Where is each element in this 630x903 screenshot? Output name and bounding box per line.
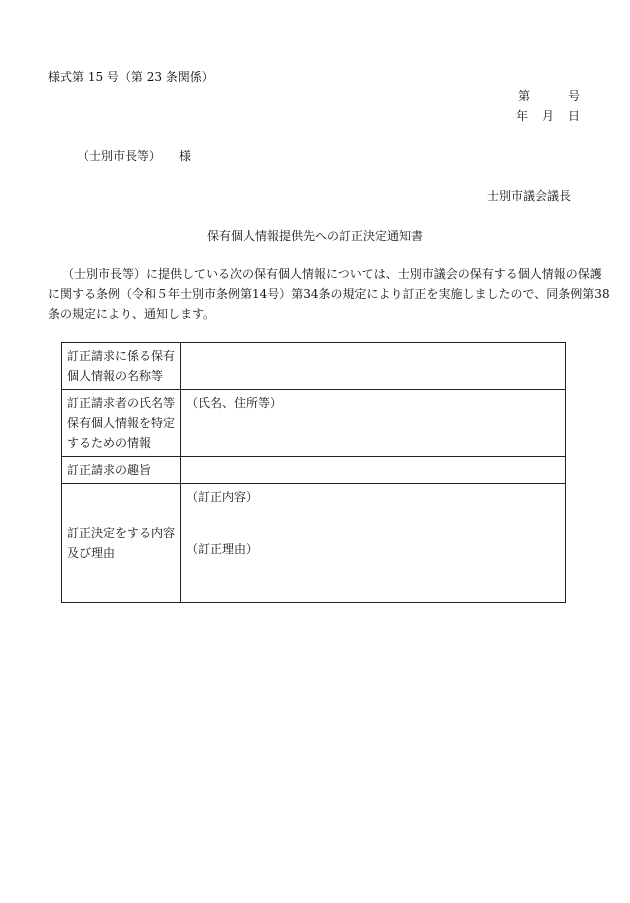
sender: 士別市議会議長 bbox=[486, 189, 571, 203]
table-row bbox=[62, 390, 566, 457]
recipient-name: （士別市長等） bbox=[77, 149, 162, 163]
request-purpose-field[interactable] bbox=[181, 457, 566, 484]
body-line-1: （士別市長等）に提供している次の保有個人情報については、士別市議会の保有する個人情報の保護 bbox=[62, 267, 602, 281]
row-label-request-purpose: 訂正請求の趣旨 bbox=[62, 457, 181, 484]
recipient bbox=[77, 147, 191, 164]
row-label-record-name: 訂正請求に係る保有 個人情報の名称等 bbox=[62, 343, 181, 390]
document-number bbox=[518, 87, 580, 104]
notification-form-table bbox=[61, 342, 566, 603]
date-year: 年 bbox=[515, 109, 528, 123]
row-label-decision-content: 訂正決定をする内容 及び理由 bbox=[62, 484, 181, 603]
document-title: 保有個人情報提供先への訂正決定通知書 bbox=[206, 229, 423, 243]
table-row bbox=[62, 343, 566, 390]
requester-info-hint: （氏名、住所等） bbox=[186, 396, 283, 410]
date-day: 日 bbox=[567, 109, 580, 123]
recipient-honorific: 様 bbox=[179, 149, 192, 163]
decision-content-field[interactable] bbox=[181, 484, 566, 603]
document-number-prefix: 第 bbox=[517, 89, 530, 103]
body-line-2: に関する条例（令和５年士別市条例第14号）第34条の規定により訂正を実施しましたので、同条例第38 bbox=[48, 287, 610, 301]
record-name-field[interactable] bbox=[181, 343, 566, 390]
body-paragraph bbox=[48, 264, 610, 324]
requester-info-field[interactable] bbox=[181, 390, 566, 457]
body-line-3: 条の規定により、通知します。 bbox=[48, 307, 216, 321]
table-row bbox=[62, 484, 566, 603]
document-number-suffix: 号 bbox=[567, 89, 580, 103]
row-label-requester-info: 訂正請求者の氏名等 保有個人情報を特定 するための情報 bbox=[62, 390, 181, 457]
form-number: 様式第 15 号（第 23 条関係） bbox=[48, 70, 214, 84]
table-row bbox=[62, 457, 566, 484]
correction-reason-label: （訂正理由） bbox=[186, 542, 259, 556]
document-date bbox=[516, 107, 580, 124]
date-month: 月 bbox=[541, 109, 554, 123]
correction-content-label: （訂正内容） bbox=[186, 490, 259, 504]
